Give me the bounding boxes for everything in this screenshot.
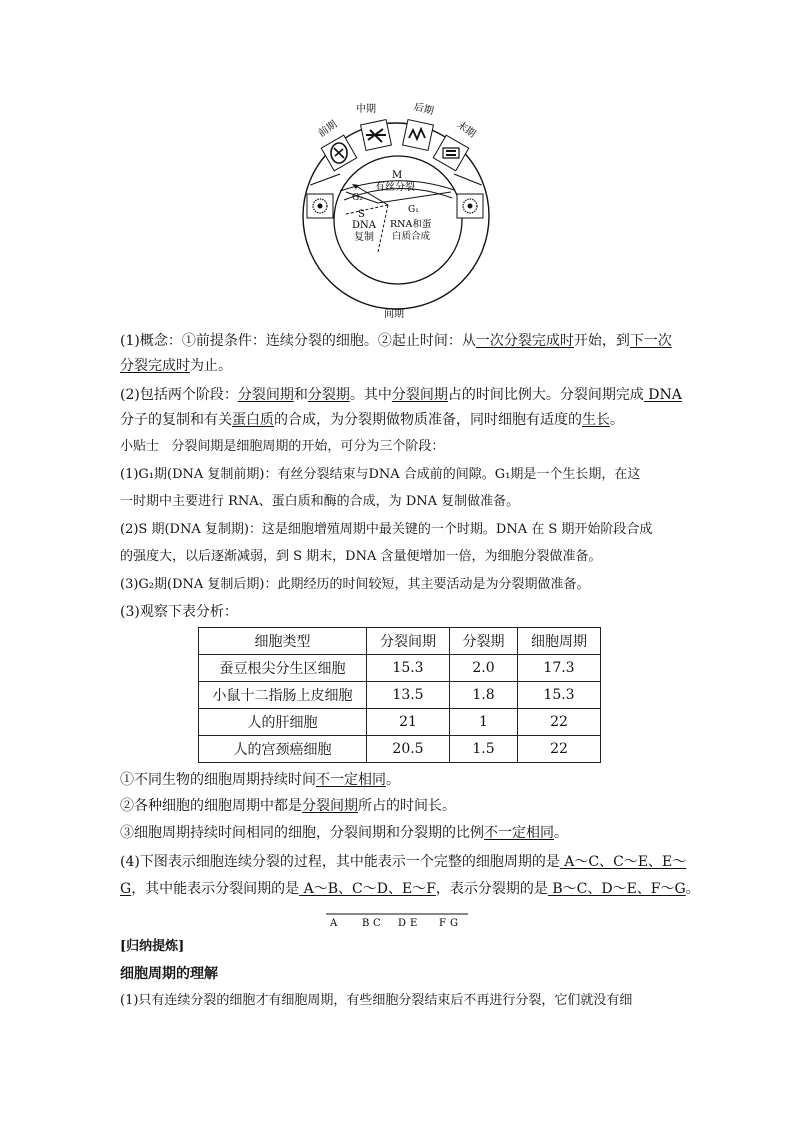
label-metaphase: 中期 — [356, 104, 376, 115]
table-cell: 15.3 — [518, 682, 601, 709]
table-cell: 人的肝细胞 — [199, 709, 367, 736]
label-g1-desc-2: 白质合成 — [392, 231, 431, 242]
line-label-f: F — [439, 918, 446, 929]
observe-line: (3)观察下表分析： — [120, 604, 238, 620]
label-g1-desc-1: RNA和蛋 — [390, 219, 432, 230]
summary-line-1: (1)只有连续分裂的细胞才有细胞周期，有些细胞分裂结束后不再进行分裂，它们就没有细 — [120, 993, 633, 1008]
label-m: M — [392, 170, 403, 181]
label-s-desc-2: 复制 — [354, 232, 374, 243]
tip-g2-line: (3)G₂期(DNA 复制后期)：此期经历的时间较短，其主要活动是为分裂期做准备。 — [120, 577, 590, 592]
table-row — [199, 655, 601, 682]
table-header-row — [199, 628, 601, 655]
table-cell: 22 — [518, 736, 601, 763]
table-cell: 21 — [367, 709, 450, 736]
concept-line-1: (1)概念：①前提条件：连续分裂的细胞。②起止时间：从一次分裂完成时开始，到下一次 — [120, 333, 672, 349]
division-line-diagram — [322, 908, 472, 930]
table-cell: 15.3 — [367, 655, 450, 682]
tip-g1-line-1: (1)G₁期(DNA 复制前期)：有丝分裂结束与DNA 合成前的间隙。G₁期是一个生长期，在这 — [120, 467, 641, 482]
line-label-c: C — [373, 918, 381, 929]
table-cell: 20.5 — [367, 736, 450, 763]
stages-line-1: (2)包括两个阶段：分裂间期和分裂期。其中分裂间期占的时间比例大。分裂间期完成 DNA — [120, 387, 682, 403]
tip-g1-line-2: 一时期中主要进行 RNA、蛋白质和酶的合成，为 DNA 复制做准备。 — [120, 494, 520, 509]
interphase-cell-icon-right — [457, 194, 483, 218]
summary-title: 细胞周期的理解 — [120, 966, 218, 982]
anaphase-cell-icon — [403, 120, 434, 151]
label-g1: G₁ — [408, 205, 419, 215]
table-row — [199, 736, 601, 763]
label-mitosis: 有丝分裂 — [375, 182, 415, 193]
table-header: 细胞周期 — [518, 628, 601, 655]
line-label-e: E — [410, 918, 418, 929]
process-line-2: G，其中能表示分裂间期的是 A～B、C～D、E～F，表示分裂期的是 B～C、D～E、F～G。 — [120, 881, 700, 897]
tip-s-line-1: (2)S 期(DNA 复制期)：这是细胞增殖周期中最关键的一个时期。DNA 在 S 期开始阶段合成 — [120, 522, 653, 537]
table-cell: 2.0 — [450, 655, 518, 682]
line-label-a: A — [330, 918, 338, 929]
table-cell: 小鼠十二指肠上皮细胞 — [199, 682, 367, 709]
interphase-cell-icon-left — [307, 194, 333, 218]
summary-tag: [归纳提炼] — [120, 939, 185, 954]
line-label-d: D — [398, 918, 407, 929]
table-header: 分裂间期 — [367, 628, 450, 655]
prophase-cell-icon — [321, 135, 357, 171]
metaphase-cell-icon — [361, 120, 392, 151]
label-prophase: 前期 — [316, 119, 340, 140]
concept-line-2: 分裂完成时为止。 — [120, 358, 232, 374]
telophase-cell-icon — [433, 135, 469, 171]
cell-cycle-table — [198, 627, 601, 763]
conclusion-2: ②各种细胞的细胞周期中都是分裂间期所占的时间长。 — [120, 798, 456, 814]
table-cell: 17.3 — [518, 655, 601, 682]
conclusion-3: ③细胞周期持续时间相同的细胞，分裂间期和分裂期的比例不一定相同。 — [120, 825, 568, 841]
cell-cycle-diagram — [286, 96, 506, 318]
stages-line-2: 分子的复制和有关蛋白质的合成，为分裂期做物质准备，同时细胞有适度的生长。 — [120, 412, 624, 428]
table-row — [199, 709, 601, 736]
table-cell: 蚕豆根尖分生区细胞 — [199, 655, 367, 682]
table-cell: 1 — [450, 709, 518, 736]
label-s: S — [358, 209, 365, 220]
tip-line: 小贴士 分裂间期是细胞周期的开始，可分为三个阶段： — [120, 439, 445, 454]
table-header: 细胞类型 — [199, 628, 367, 655]
table-cell: 22 — [518, 709, 601, 736]
table-cell: 13.5 — [367, 682, 450, 709]
label-s-desc-1: DNA — [352, 220, 376, 231]
table-cell: 1.8 — [450, 682, 518, 709]
line-label-g: G — [450, 918, 458, 929]
label-telophase: 末期 — [454, 119, 478, 141]
table-row — [199, 682, 601, 709]
label-anaphase: 后期 — [412, 101, 435, 118]
table-cell: 人的宫颈癌细胞 — [199, 736, 367, 763]
line-label-b: B — [362, 918, 370, 929]
table-header: 分裂期 — [450, 628, 518, 655]
table-cell: 1.5 — [450, 736, 518, 763]
process-line-1: (4)下图表示细胞连续分裂的过程，其中能表示一个完整的细胞周期的是 A～C、C～E、E～ — [120, 854, 687, 870]
label-interphase: 间期 — [384, 309, 404, 318]
label-g2: G₂ — [352, 193, 363, 203]
conclusion-1: ①不同生物的细胞周期持续时间不一定相同。 — [120, 772, 400, 788]
tip-s-line-2: 的强度大，以后逐渐减弱，到 S 期末，DNA 含量便增加一倍，为细胞分裂做准备。 — [120, 549, 602, 564]
